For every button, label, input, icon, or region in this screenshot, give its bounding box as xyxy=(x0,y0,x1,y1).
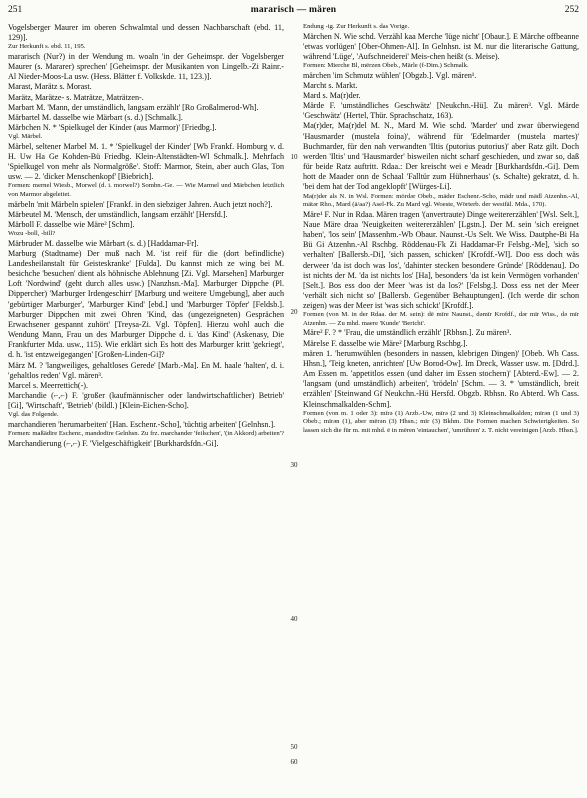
dictionary-entry: Marburg (Stadtname) Der muß nach M. 'ist reif für die (dort befindliche) Landesheilanstalt für Geisteskranke' [Fulda]. Du kannst mich ze wing bei M. besichche 'besuchen' dient als höhnische Ablehnung [Zi. Vgl. Marsehen] Marburger Loft 'Nordwind' (geht durch alles usw.) [Nanzhsn.-Ma]. Marburger Dippche (Pl. Dippercher) 'Marburger Irdengeschirr' [Marburg und weitere Umgebung], aber auch 'gebürtiger Marburger', 'Marburger Kind' [ebd.] und 'Marburger Töpfer' [Feldsb.]. Marburger Dippchen mit zwei Ohren 'Kind, das (ungezeigneten) Gesprächen Erwachsener gespannt zuhört' [Treysa-Zi. Vgl. Töpfen]. Hierzu wohl auch die Wendung Mann, Frau un des Marburger Dippche d. i. 'das Kind' (Askenasy, Die Frankfurter Mda. usw., 115). Wie erklärt sich Es hott des Marburger kritt 'gekriegt', d. h. 'ist entzweigegangen' [Großen-Linden-Gi]? xyxy=(8,248,284,360)
entry-note: Formen: mernel Wiesb., Morwel (d. i. morwel?) Sombn.-Ge. — Wie Marmel und Märbchen letztlich von Marmor abgeleitet. xyxy=(8,182,284,198)
right-column xyxy=(303,23,579,793)
dictionary-entry: Märbeutel M. 'Mensch, der umständlich, langsam erzählt' [Hersfd.]. xyxy=(8,209,228,219)
dictionary-entry: Marast, Marätz s. Morast. xyxy=(8,82,92,92)
dictionary-entry: Marchandie (⌐,⌐) F. 'großer (kaufmännischer oder landwirtschaftlicher) Betrieb' [Gi], 'Wirtschaft', 'Betrieb' (bildl.) [Klein-Eichen-Scho]. xyxy=(8,390,284,411)
dictionary-entry: märbeln 'mit Märbeln spielen' [Frankf. in den siebziger Jahren. Auch jetzt noch?]. xyxy=(8,199,273,209)
line-number: 30 xyxy=(290,461,298,469)
dictionary-entry: Märbchen N. * 'Spielkugel der Kinder (aus Marmor)' [Friedbg.]. xyxy=(8,123,217,132)
entry-note: Vgl. das Folgende. xyxy=(8,411,59,419)
line-number: 50 xyxy=(290,743,298,751)
entry-note: Ma(r)der als N. in Wsl. Formen: mōrdər Obeb., māder Eschenr.-Scho, mādr und mādl Atzenhn.-Al, mātər Rho., Mard (ā/aa?) Asel-Fk. Zu Mard vgl. Woeste, Wörterb. der westfäl. Mda., 170). xyxy=(303,192,579,209)
dictionary-entry: mären 1. 'herumwühlen (besonders in nassen, klebrigen Dingen)' [Obeb. Wh Cass. Hhsn.], 'Teig kneten, anrichten' [Uw Borod-Ow]. Im Dreck, Wasser usw. m. [Ddrd.]. Am Essen m. 'appetitlos essen (und daher im Essen stochern)' [Abterd.-Ew]. — 2. 'langsam (und umständlich) arbeiten', 'trödeln' [Schm. — 3. * 'umständlich, breit erzählen' [Steinwand Gf Neukchn.-Hü Hersfd. Obgzb. Rbhsn. Ro Abterd. Wh Cass. Kleinschmalkalden-Schm]. xyxy=(303,348,579,409)
entry-note: Formen: maßädīre Eschenr., mandodīre Gelnhsn. Zu frz. marchander 'feilschen', '(in Akkord) arbeiten'? xyxy=(8,430,284,438)
entry-note: Endung -ig. Zur Herkunft s. das Vorige. xyxy=(303,23,410,30)
page-number-left: 251 xyxy=(8,5,23,15)
dictionary-entry: Marchandierung (⌐,⌐) F. 'Vielgeschäftigkeit' [Burkhardsfdn.-Gi]. xyxy=(8,438,219,448)
dictionary-entry: Märe¹ F. Nur in Rdaa. Mären tragen '(anvertraute) Dinge weitererzählen' [Wsl. Selt.], Naue Märe draa 'Neuigkeiten weitererzählen' [Lgstn.]. Der M. sein 'sich ereignet haben', 'los sein' [Massenhm.-Wb Obaur. Naunst.-Us Selt. We Wiss. Dautphe-Bi Ha Bü Gi Atzenhn.-Al Rschbg. Röddenau-Fk Zi Haddamar-Fr Felsbg.-Me], 'sich so verhalten' [Ballersb.-Di], 'sich passen, schicken' [Krofdf.-Wl]. Doo ess doch wäs derweer 'da ist doch was los', 'dahinter stecken besondere Gründe' [Röddenau]. Do ist nichts der M. 'da ist nichts los' [Ha], besonders 'da ist kein Vermögen vorhanden' [Selt.]. Bos ess doo der Meer 'was ist da los?' [Felsbg.]. Doss ess net der Meer 'verhält sich nicht so' [Ballersb. Gegenüber Behauptungen]. (Ich werde dir schon zeigen) was der Meer ist 'was sich schickt' [Krofdf.]. xyxy=(303,209,579,311)
line-number: 60 xyxy=(290,758,298,766)
dictionary-entry: Märelse F. dasselbe wie Märe² [Marburg Rschbg.]. xyxy=(303,338,468,348)
dictionary-entry: Marcht s. Markt. xyxy=(303,80,358,90)
entry-note: Formen (von m. 1 oder 3): mīrə (1) Arzb.-Uw, mīrə (2 und 3) Kleinschmalkalden; mīrən (1 und 3) Obeb.; mīrən (1), aber mērən (3) Hhsn.; mīr (3) Bkhm. Die Formen machen Schwierigkeiten. So lassen sich die für m. mit mhd. ē in mēren 'eintauchen', 'umrühren' z. T. nicht vereinigen [Arzb. Hhsn.]. xyxy=(303,409,579,434)
entry-note: Formen: Mierche Bl, mērzen Obeb., Märle (f-Dim.) Schmalk. xyxy=(303,62,469,70)
line-number: 40 xyxy=(290,615,298,623)
entry-note: Zur Herkunft s. ebd. 11, 195. xyxy=(8,43,86,51)
dictionary-entry: Mard s. Ma(r)der. xyxy=(303,90,361,100)
page-header xyxy=(8,5,579,19)
page-number-right: 252 xyxy=(564,5,579,15)
dictionary-entry: Marcel s. Meerrettich(-). xyxy=(8,380,88,390)
entry-note: Formen (von M. in der Rdaa. der M. sein): dē mīre Naunst., dəmīr Krofdf., dər mīr Wiss., də mīr Atzenhn. — Zu mhd. maere 'Kunde' 'Bericht'. xyxy=(303,311,579,327)
dictionary-entry: Märde F. 'umständliches Geschwätz' [Neukchn.-Hü]. Zu mären³. Vgl. Märde 'Geschwätz' (Hertel, Thür. Sprachschatz, 163). xyxy=(303,101,579,121)
dictionary-entry: März M. ? 'langweiliges, gehaltloses Gerede' [Marb.-Ma]. En M. haale 'halten', d. i. 'gehaltlos reden' Vgl. mären³. xyxy=(8,360,284,380)
entry-note: Wozu -boll, -bill? xyxy=(8,230,56,238)
dictionary-entry: märchen 'im Schmutz wühlen' [Obgzb.]. Vgl. mären¹. xyxy=(303,70,477,80)
dictionary-entry: Marätz, Marätze- s. Maträtze, Maträtzen-. xyxy=(8,92,144,102)
dictionary-entry: mararisch (Nur?) in der Wendung m. woaln 'in der Geheimspr. der Vogelsberger Maurer (s. Mararer) sprechen' [Geheimspr. der Musikanten von Lingelb.-Zi Rainr.-Al Nieder-Moos-La usw. (Hess. Blätter f. Volkskde. 11, 123.)]. xyxy=(8,51,284,82)
dictionary-entry: Märboll F. dasselbe wie Märe² [Schm]. xyxy=(8,219,135,229)
line-number: 20 xyxy=(290,308,298,316)
line-number: 10 xyxy=(290,153,298,161)
entry-note: Vgl. Märbel. xyxy=(8,133,43,141)
dictionary-entry: marchandieren 'herumarbeiten' [Han. Eschenr.-Scho], 'tüchtig arbeiten' [Gelnhsn.]. xyxy=(8,419,276,429)
dictionary-entry: Märbel, seltener Marbel M. 1. * 'Spielkugel der Kinder' [Wb Frankf. Homburg v. d. H. Uw Ha Ge Kohden-Bü Friedbg. Klein-Altenstädten-Wl Schmalk.]. Mehrfach 'Spielkugel von mehr als Normalgröße'. Stoff: Marmor, Stein, aber auch Glas, Ton usw. — 2. 'dicker Menschenkopf' [Biebrich]. xyxy=(8,141,284,182)
dictionary-entry: Ma(r)der, Ma(r)del M. N., Mard M. Wie schd. 'Marder' und zwar überwiegend 'Hausmarder (mustela foina)', während für 'Edelmarder (mustela martes)' Buchmarder, für den nah verwandten 'Iltis (putorius putorius)' aber Ratz gilt. Doch werden 'Iltis' und 'Hausmarder' bisweilen nicht scharf geschieden, und zwar so, daß für beide Ratz auftritt. Rdaa.: Der kreischt wei e Meadr [Burkhardsfdn.-Gi]. Dem hott de Maader onn de Schaal 'Falltür zum Hühnerhaus' (s. Schalte) gekratzt, d. h. 'bei dem hat der Tod angeklopft' [Würges-Li]. xyxy=(303,121,579,192)
dictionary-entry: Märbruder M. dasselbe wie Märbart (s. d.) [Haddamar-Fr]. xyxy=(8,238,199,248)
dictionary-entry: Märchen N. Wie schd. Verzähl kaa Merche 'lüge nicht' [Obaur.]. E Märche offbeanne 'etwas vorlügen' [Ober-Ohmen-Al]. In Gelnhsn. ist M. nur die literarische Gattung, während 'Lüge', 'Aufschneiderei' Meis-chen heißt (s. Meise). xyxy=(303,31,579,61)
dictionary-entry: Vogelsberger Maurer im oberen Schwalmtal und dessen Nachbarschaft (ebd. 11, 129)]. xyxy=(8,23,284,43)
dictionary-entry: Marbart M. 'Mann, der umständlich, langsam erzählt' [Ro Großalmerod-Wh]. xyxy=(8,102,259,112)
dictionary-entry: Märe² F. ? * 'Frau, die umständlich erzählt' [Rbhsn.]. Zu mären³. xyxy=(303,328,512,338)
line-number-gutter xyxy=(287,23,301,793)
running-headword: mararisch — mären xyxy=(250,5,337,15)
left-column xyxy=(8,23,284,793)
dictionary-entry: Märbartel M. dasselbe wie Märbart (s. d.) [Schmalk.]. xyxy=(8,112,183,122)
